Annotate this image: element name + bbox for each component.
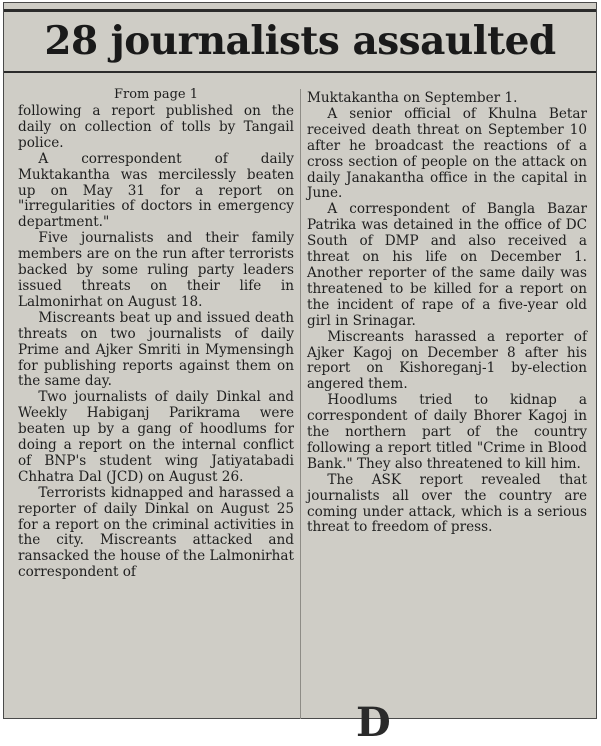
paragraph: following a report published on the daily on collection of tolls by Tangail police. <box>18 103 294 151</box>
column-divider <box>300 89 301 719</box>
top-rule <box>4 9 596 12</box>
right-column <box>307 91 587 536</box>
paragraph: A correspondent of daily Muktakantha was mercilessly beaten up on May 31 for a report on "irregularities of doctors in emergency department." <box>18 150 294 231</box>
left-column <box>18 87 294 581</box>
next-article-headline-fragment: D <box>356 699 391 746</box>
paragraph: Miscreants beat up and issued death threats on two journalists of daily Prime and Ajker Smriti in Mymensingh for publishing reports against them on the same day. <box>18 309 294 390</box>
paragraph: Miscreants harassed a reporter of Ajker Kagoj on December 8 after his report on Kishoreganj-1 by-election angered them. <box>307 328 587 393</box>
paragraph: Two journalists of daily Dinkal and Weekly Habiganj Parikrama were beaten up by a gang of hoodlums for doing a report on the internal conflict of BNP's student wing Jatiyatabadi Chhatra Dal (JCD) on August 26. <box>18 389 294 485</box>
headline: 28 journalists assaulted <box>44 18 556 64</box>
paragraph: Five journalists and their family members are on the run after terrorists backed by some ruling party leaders issued threats on their life in Lalmonirhat on August 18. <box>18 230 294 310</box>
jump-line: From page 1 <box>113 87 198 102</box>
paragraph: A senior official of Khulna Betar received death threat on September 10 after he broadcast the reactions of a cross section of people on the attack on daily Janakantha office in the capital in June. <box>307 105 587 202</box>
paragraph: Hoodlums tried to kidnap a correspondent of daily Bhorer Kagoj in the northern part of the country following a report titled "Crime in Blood Bank." They also threatened to kill him. <box>307 392 587 472</box>
paragraph: Terrorists kidnapped and harassed a reporter of daily Dinkal on August 25 for a report on the criminal activities in the city. Miscreants attacked and ransacked the house of the Lalmonirhat correspondent of <box>18 484 294 581</box>
newspaper-clipping <box>3 2 597 746</box>
paragraph: A correspondent of Bangla Bazar Patrika was detained in the office of DC South of DMP and also received a threat on his life on December 1. Another reporter of the same daily was threatened to be killed for a report on the incident of rape of a five-year old girl in Srinagar. <box>307 201 587 329</box>
paragraph: The ASK report revealed that journalists all over the country are coming under attack, which is a serious threat to freedom of press. <box>307 471 587 536</box>
headline-rule <box>4 71 596 73</box>
paragraph: Muktakantha on September 1. <box>307 90 518 106</box>
